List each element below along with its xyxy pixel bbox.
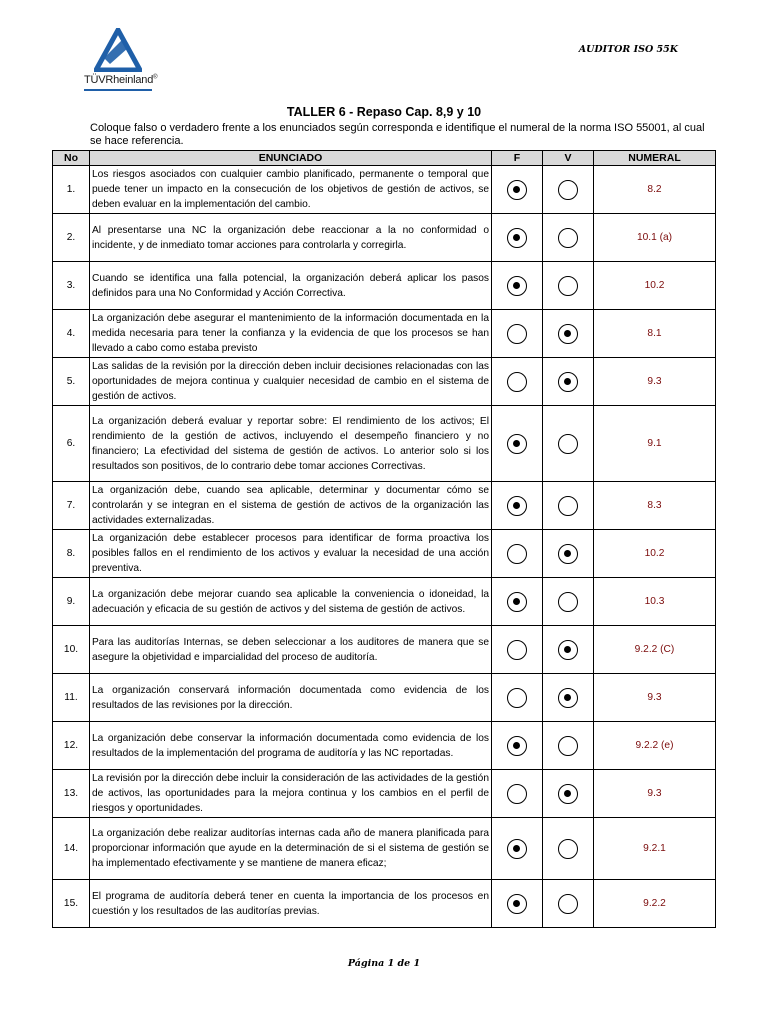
brand-name: TÜVRheinland® (84, 74, 158, 86)
false-cell (492, 770, 543, 818)
true-cell (543, 818, 594, 880)
true-radio[interactable] (558, 276, 578, 296)
table-row (53, 482, 716, 530)
false-cell (492, 358, 543, 406)
table-row (53, 818, 716, 880)
row-numeral: 9.2.2 (e) (594, 722, 716, 770)
true-cell (543, 166, 594, 214)
row-number: 9. (53, 578, 90, 626)
row-number: 10. (53, 626, 90, 674)
row-number: 11. (53, 674, 90, 722)
false-cell (492, 406, 543, 482)
row-statement: Los riesgos asociados con cualquier cambio planificado, permanente o temporal que puede tener un impacto en la consecución de los objetivos de gestión de activos, se deben evaluar en la implementación del cambio. (90, 166, 492, 214)
table-row (53, 310, 716, 358)
true-cell (543, 214, 594, 262)
row-number: 1. (53, 166, 90, 214)
tuv-logo (84, 28, 174, 92)
false-radio[interactable] (507, 839, 527, 859)
table-row (53, 406, 716, 482)
true-radio[interactable] (558, 894, 578, 914)
false-radio[interactable] (507, 894, 527, 914)
row-statement: Al presentarse una NC la organización debe reaccionar a la no conformidad o incidente, y de inmediato tomar acciones para controlarla y corregirla. (90, 214, 492, 262)
false-cell (492, 214, 543, 262)
true-cell (543, 578, 594, 626)
row-statement: La organización debe establecer procesos para identificar de forma proactiva los posibles fallos en el rendimiento de los activos y evaluar la necesidad de una acción preventiva. (90, 530, 492, 578)
row-statement: Cuando se identifica una falla potencial, la organización deberá aplicar los pasos definidos para una No Conformidad y Acción Correctiva. (90, 262, 492, 310)
false-radio[interactable] (507, 434, 527, 454)
row-statement: La organización debe mejorar cuando sea aplicable la conveniencia o idoneidad, la adecuación y eficacia de su gestión de activos y del sistema de gestión de activos. (90, 578, 492, 626)
false-radio[interactable] (507, 784, 527, 804)
false-cell (492, 880, 543, 928)
row-statement: El programa de auditoría deberá tener en cuenta la importancia de los procesos en cuestión y los resultados de las auditorías previas. (90, 880, 492, 928)
row-statement: La organización debe asegurar el mantenimiento de la información documentada en la medida necesaria para tener la confianza y la evidencia de que los procesos se han llevado a cabo como estaba previsto (90, 310, 492, 358)
false-radio[interactable] (507, 228, 527, 248)
true-radio[interactable] (558, 784, 578, 804)
header-f: F (492, 151, 543, 166)
true-cell (543, 530, 594, 578)
row-number: 2. (53, 214, 90, 262)
true-radio[interactable] (558, 839, 578, 859)
row-statement: La organización conservará información documentada como evidencia de los resultados de las revisiones por la dirección. (90, 674, 492, 722)
false-radio[interactable] (507, 592, 527, 612)
true-radio[interactable] (558, 228, 578, 248)
false-radio[interactable] (507, 544, 527, 564)
false-cell (492, 166, 543, 214)
table-row (53, 770, 716, 818)
false-cell (492, 578, 543, 626)
quiz-table (52, 150, 716, 928)
row-numeral: 10.1 (a) (594, 214, 716, 262)
row-numeral: 8.3 (594, 482, 716, 530)
true-radio[interactable] (558, 544, 578, 564)
page-title: TALLER 6 - Repaso Cap. 8,9 y 10 (286, 105, 482, 119)
true-cell (543, 482, 594, 530)
row-number: 12. (53, 722, 90, 770)
row-number: 13. (53, 770, 90, 818)
row-number: 15. (53, 880, 90, 928)
false-radio[interactable] (507, 276, 527, 296)
false-radio[interactable] (507, 640, 527, 660)
row-number: 3. (53, 262, 90, 310)
false-cell (492, 262, 543, 310)
row-number: 5. (53, 358, 90, 406)
false-radio[interactable] (507, 496, 527, 516)
true-radio[interactable] (558, 372, 578, 392)
row-numeral: 8.1 (594, 310, 716, 358)
row-numeral: 9.2.1 (594, 818, 716, 880)
true-cell (543, 770, 594, 818)
false-cell (492, 818, 543, 880)
row-statement: La organización deberá evaluar y reportar sobre: El rendimiento de los activos; El rendimiento de la gestión de activos, incluyendo el desempeño financiero y no financiero; La efectividad del sistema de gestión de activos. Lo anterior solo si los resultados son positivos, de lo contrario debe tomar acciones Correctivas. (90, 406, 492, 482)
true-cell (543, 722, 594, 770)
table-row (53, 262, 716, 310)
tuv-triangle-icon (94, 28, 142, 72)
header-v: V (543, 151, 594, 166)
table-row (53, 358, 716, 406)
row-number: 14. (53, 818, 90, 880)
row-numeral: 9.3 (594, 770, 716, 818)
false-radio[interactable] (507, 324, 527, 344)
course-label: AUDITOR ISO 55K (578, 44, 678, 55)
true-radio[interactable] (558, 434, 578, 454)
table-row (53, 530, 716, 578)
row-numeral: 10.3 (594, 578, 716, 626)
row-numeral: 9.1 (594, 406, 716, 482)
row-statement: La organización debe realizar auditorías internas cada año de manera planificada para proporcionar información que ayude en la determinación de si el sistema de gestión se ha implementado efectivamente y se mantiene de manera eficaz; (90, 818, 492, 880)
false-radio[interactable] (507, 688, 527, 708)
table-row (53, 722, 716, 770)
row-statement: La revisión por la dirección debe incluir la consideración de las actividades de la gestión de activos, las oportunidades para la mejora continua y los cambios en el perfil de riesgos y oportunidades. (90, 770, 492, 818)
row-statement: La organización debe conservar la información documentada como evidencia de los resultados de la implementación del programa de auditoría y las NC reportadas. (90, 722, 492, 770)
table-row (53, 214, 716, 262)
false-radio[interactable] (507, 372, 527, 392)
false-cell (492, 722, 543, 770)
header-no: No (53, 151, 90, 166)
true-cell (543, 674, 594, 722)
table-row (53, 880, 716, 928)
row-number: 6. (53, 406, 90, 482)
row-statement: La organización debe, cuando sea aplicable, determinar y documentar cómo se controlarán y se integran en el sistema de gestión de activos de la organización las actividades externalizadas. (90, 482, 492, 530)
false-radio[interactable] (507, 180, 527, 200)
false-cell (492, 626, 543, 674)
false-cell (492, 674, 543, 722)
true-radio[interactable] (558, 640, 578, 660)
false-cell (492, 310, 543, 358)
row-numeral: 9.3 (594, 358, 716, 406)
true-cell (543, 310, 594, 358)
page-footer: Página 1 de 1 (347, 958, 421, 969)
row-statement: Para las auditorías Internas, se deben seleccionar a los auditores de manera que se asegure la objetividad e imparcialidad del proceso de auditoría. (90, 626, 492, 674)
true-radio[interactable] (558, 496, 578, 516)
row-number: 7. (53, 482, 90, 530)
header-numeral: NUMERAL (594, 151, 716, 166)
header-enunciado: ENUNCIADO (90, 151, 492, 166)
instructions: Coloque falso o verdadero frente a los enunciados según corresponda e identifique el numeral de la norma ISO 55001, al cual se hace referencia. (90, 122, 705, 147)
brand-underline (84, 89, 152, 91)
true-radio[interactable] (558, 736, 578, 756)
row-numeral: 9.2.2 (C) (594, 626, 716, 674)
row-numeral: 9.2.2 (594, 880, 716, 928)
true-cell (543, 406, 594, 482)
true-cell (543, 358, 594, 406)
true-radio[interactable] (558, 324, 578, 344)
true-radio[interactable] (558, 592, 578, 612)
table-header-row (53, 151, 716, 166)
row-statement: Las salidas de la revisión por la dirección deben incluir decisiones relacionadas con las oportunidades de mejora continua y cualquier necesidad de cambio en el sistema de gestión de activos. (90, 358, 492, 406)
row-numeral: 10.2 (594, 530, 716, 578)
table-row (53, 578, 716, 626)
true-radio[interactable] (558, 180, 578, 200)
table-row (53, 166, 716, 214)
true-cell (543, 626, 594, 674)
false-cell (492, 482, 543, 530)
row-numeral: 8.2 (594, 166, 716, 214)
table-row (53, 626, 716, 674)
true-radio[interactable] (558, 688, 578, 708)
table-row (53, 674, 716, 722)
row-number: 8. (53, 530, 90, 578)
true-cell (543, 262, 594, 310)
row-numeral: 9.3 (594, 674, 716, 722)
false-cell (492, 530, 543, 578)
row-numeral: 10.2 (594, 262, 716, 310)
row-number: 4. (53, 310, 90, 358)
false-radio[interactable] (507, 736, 527, 756)
true-cell (543, 880, 594, 928)
